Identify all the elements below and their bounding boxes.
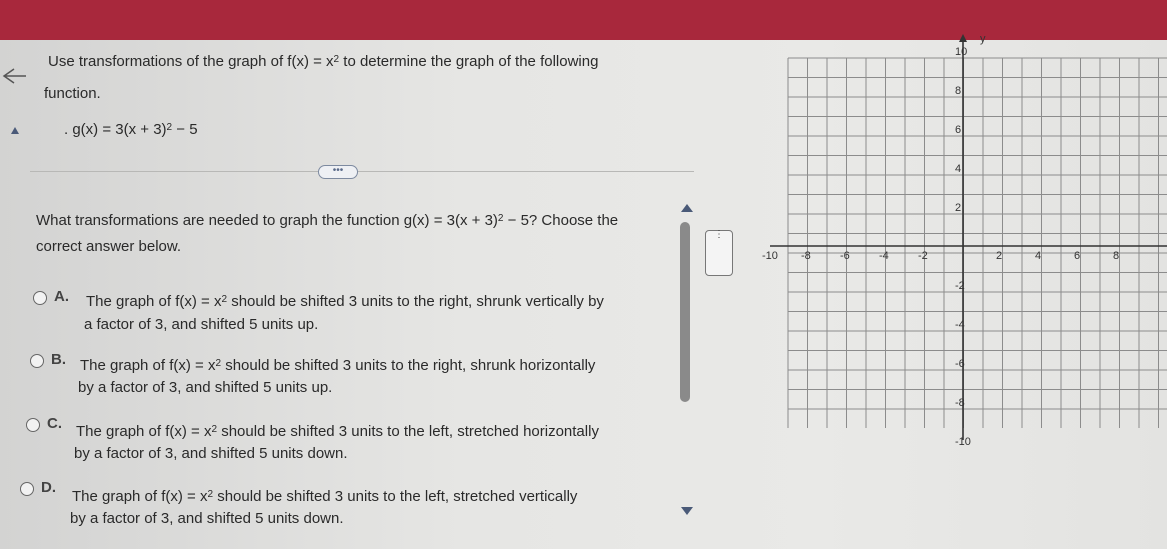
scrollbar-thumb[interactable] — [680, 222, 690, 402]
y-tick-label: -6 — [955, 358, 965, 370]
option-b-radio[interactable] — [30, 354, 44, 368]
x-tick-label: -6 — [840, 250, 850, 262]
option-a-text-line2[interactable]: a factor of 3, and shifted 5 units up. — [84, 316, 319, 333]
option-d-radio[interactable] — [20, 482, 34, 496]
y-tick-label: 2 — [955, 202, 962, 214]
option-c-letter: C. — [47, 415, 62, 432]
y-tick-label: 8 — [955, 85, 962, 97]
prompt-text: What transformations are needed to graph the function $g(x) = 3(x + 3)^2 - 5$? Choose the — [36, 212, 619, 229]
y-axis-arrow-icon — [959, 34, 967, 42]
y-tick-label: 10 — [955, 46, 968, 58]
y-tick-label: -8 — [955, 397, 965, 409]
x-tick-labels — [762, 250, 1119, 262]
y-axis-label: y — [980, 33, 986, 45]
option-c-text-line2[interactable]: by a factor of 3, and shifted 5 units down. — [74, 445, 348, 462]
option-a-letter: A. — [54, 288, 69, 305]
section-divider — [30, 171, 694, 172]
x-tick-label: 2 — [996, 250, 1003, 262]
x-tick-label: -10 — [762, 250, 778, 262]
option-a-radio[interactable] — [33, 291, 47, 305]
option-b-letter: B. — [51, 351, 66, 368]
collapse-triangle-icon[interactable] — [10, 125, 20, 135]
option-c-text[interactable]: The graph of $f(x) = x^2$ should be shifted 3 units to the left, stretched horizontally — [76, 423, 599, 440]
split-drag-handle[interactable]: ⋮ — [705, 230, 733, 276]
option-d-text-line2[interactable]: by a factor of 3, and shifted 5 units down. — [70, 510, 344, 527]
x-tick-label: 4 — [1035, 250, 1042, 262]
y-tick-label: -4 — [955, 319, 965, 331]
option-d-letter: D. — [41, 479, 56, 496]
option-a-text[interactable]: The graph of $f(x) = x^2$ should be shifted 3 units to the right, shrunk vertically by — [86, 293, 604, 310]
option-d-text[interactable]: The graph of $f(x) = x^2$ should be shifted 3 units to the left, stretched vertically — [72, 488, 578, 505]
coordinate-grid[interactable] — [762, 30, 1167, 470]
grid-lines — [788, 58, 1167, 428]
option-b-text[interactable]: The graph of $f(x) = x^2$ should be shifted 3 units to the right, shrunk horizontally — [80, 357, 596, 374]
axes — [770, 34, 1167, 440]
x-tick-label: -8 — [801, 250, 811, 262]
back-arrow-icon[interactable] — [0, 66, 26, 86]
prompt-text-line2: correct answer below. — [36, 238, 182, 255]
intro-text: Use transformations of the graph of $f(x) = x^2$ to determine the graph of the following — [48, 53, 599, 70]
x-tick-label: 8 — [1113, 250, 1120, 262]
x-tick-label: -2 — [918, 250, 928, 262]
y-tick-label: -2 — [955, 280, 965, 292]
scroll-down-arrow-icon[interactable] — [681, 507, 693, 515]
function-expression: . $g(x) = 3(x + 3)^2 - 5$ — [64, 121, 198, 138]
option-c-radio[interactable] — [26, 418, 40, 432]
y-tick-label: -10 — [955, 436, 971, 448]
y-tick-label: 6 — [955, 124, 962, 136]
y-tick-label: 4 — [955, 163, 962, 175]
intro-text-line2: function. — [44, 85, 101, 102]
more-button[interactable]: ••• — [318, 165, 358, 179]
x-tick-label: -4 — [879, 250, 889, 262]
option-b-text-line2[interactable]: by a factor of 3, and shifted 5 units up. — [78, 379, 333, 396]
scroll-up-arrow-icon[interactable] — [681, 204, 693, 212]
x-tick-label: 6 — [1074, 250, 1081, 262]
